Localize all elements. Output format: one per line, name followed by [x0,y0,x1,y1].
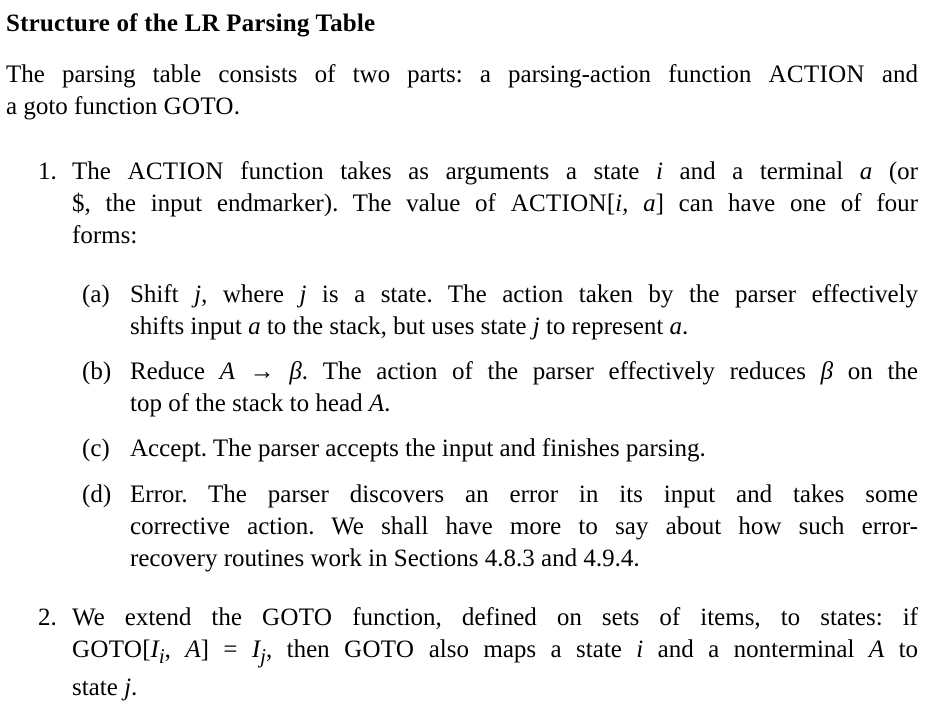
goto-term: GOTO [163,93,234,120]
intro-line-1: The parsing table consists of two parts: a parsing-action function ACTION and [6,61,918,88]
sub-item-text [130,433,918,465]
sub-c-line-1: Accept. The parser accepts the input and finishes parsing. [130,435,706,462]
item2-line-3: state j. [72,674,138,701]
sub-d-line-1: Error. The parser discovers an error in its input and takes some [130,481,918,508]
item1-line-3: forms: [72,222,138,249]
sub-item-d [0,479,952,575]
sub-item-a [0,279,952,343]
item2-line-2: $GOTO[I_i$, $A] = I_j$, then GOTO also maps a state i and a nonterminal A to [72,636,919,668]
sub-d-line-3: recovery routines work in Sections 4.8.3 and 4.9.4. [130,545,640,572]
sub-item-label: (a) [82,281,110,308]
item2-line-1: We extend the GOTO function, defined on sets of items, to states: if [72,604,919,631]
sub-item-text [130,479,918,575]
sub-item-label: (c) [82,435,110,462]
sub-item-label: (d) [82,481,112,508]
item1-line-2: $, the input endmarker). The value of ACTION[i, a] can have one of four [72,190,918,217]
list-item-number: 2. [38,604,57,631]
section-heading: Structure of the LR Parsing Table [6,10,376,37]
list-item-2 [0,602,952,701]
item1-line-1: The ACTION function takes as arguments a state i and a terminal a (or [72,158,918,185]
intro-paragraph [6,59,918,123]
sub-d-line-2: corrective action. We shall have more to say about how such error- [130,513,918,540]
sub-a-line-1: Shift j, where j is a state. The action taken by the parser effectively [130,281,918,308]
intro-line-2: a goto function GOTO. [6,93,241,120]
sub-item-label: (b) [82,358,112,385]
sub-item-b [0,356,952,420]
list-item-number: 1. [38,158,57,185]
list-item-text [72,602,918,704]
list-item-text [72,156,918,252]
list-item-1 [0,156,952,252]
sub-b-line-1: Reduce A → β. The action of the parser effectively reduces β on the [130,358,919,385]
sub-a-line-2: shifts input a to the stack, but uses state j to represent a. [130,313,689,340]
sub-item-text [130,279,918,343]
sub-b-line-2: top of the stack to head A. [130,390,391,417]
action-term: ACTION [768,61,865,88]
sub-item-c [0,433,952,465]
sub-item-text [130,356,918,420]
